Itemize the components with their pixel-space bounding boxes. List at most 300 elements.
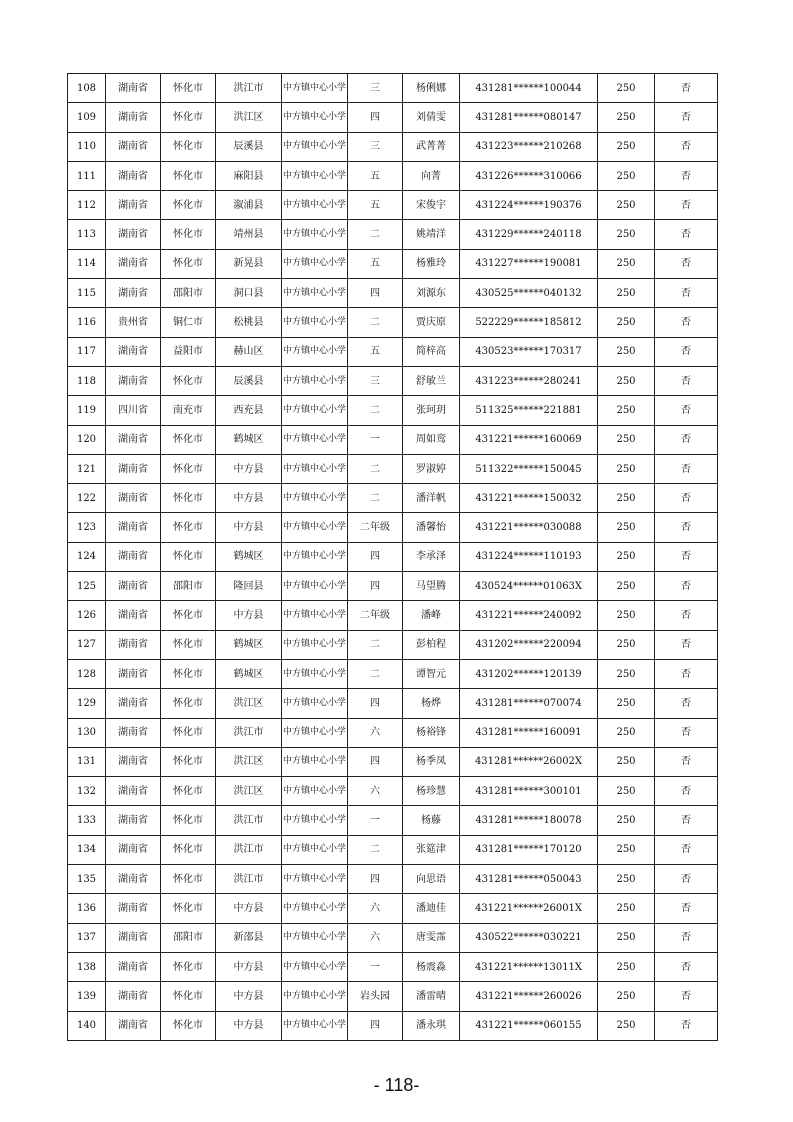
row-number-cell: 124: [68, 542, 106, 571]
amount-cell: 250: [598, 454, 655, 483]
grade-cell: 二: [348, 659, 403, 688]
row-number-cell: 132: [68, 777, 106, 806]
province-cell: 湖南省: [106, 835, 161, 864]
id-number-cell: 431221******060155: [460, 1011, 598, 1040]
amount-cell: 250: [598, 542, 655, 571]
student-name-cell: 谭智元: [403, 659, 460, 688]
id-number-cell: 431281******070074: [460, 689, 598, 718]
amount-cell: 250: [598, 952, 655, 981]
amount-cell: 250: [598, 425, 655, 454]
student-name-cell: 杨雅玲: [403, 249, 460, 278]
city-cell: 怀化市: [161, 894, 216, 923]
school-cell: 中方镇中心小学: [282, 747, 348, 776]
school-cell: 中方镇中心小学: [282, 835, 348, 864]
amount-cell: 250: [598, 396, 655, 425]
student-name-cell: 杨俐娜: [403, 74, 460, 103]
school-cell: 中方镇中心小学: [282, 191, 348, 220]
grade-cell: 四: [348, 572, 403, 601]
table-row: [68, 337, 718, 366]
school-cell: 中方镇中心小学: [282, 220, 348, 249]
amount-cell: 250: [598, 366, 655, 395]
table-row: [68, 777, 718, 806]
table-row: [68, 572, 718, 601]
student-name-cell: 周如鸾: [403, 425, 460, 454]
amount-cell: 250: [598, 659, 655, 688]
city-cell: 怀化市: [161, 249, 216, 278]
province-cell: 湖南省: [106, 689, 161, 718]
amount-cell: 250: [598, 74, 655, 103]
county-cell: 洪江市: [216, 718, 282, 747]
province-cell: 四川省: [106, 396, 161, 425]
county-cell: 鹤城区: [216, 659, 282, 688]
student-name-cell: 贾庆原: [403, 308, 460, 337]
county-cell: 西充县: [216, 396, 282, 425]
amount-cell: 250: [598, 630, 655, 659]
county-cell: 洪江市: [216, 865, 282, 894]
flag-cell: 否: [655, 396, 718, 425]
id-number-cell: 431281******26002X: [460, 747, 598, 776]
row-number-cell: 128: [68, 659, 106, 688]
province-cell: 湖南省: [106, 484, 161, 513]
id-number-cell: 430523******170317: [460, 337, 598, 366]
grade-cell: 二年级: [348, 513, 403, 542]
county-cell: 中方县: [216, 454, 282, 483]
grade-cell: 三: [348, 132, 403, 161]
grade-cell: 二: [348, 220, 403, 249]
city-cell: 怀化市: [161, 835, 216, 864]
row-number-cell: 109: [68, 103, 106, 132]
county-cell: 鹤城区: [216, 630, 282, 659]
grade-cell: 三: [348, 366, 403, 395]
table-row: [68, 894, 718, 923]
province-cell: 湖南省: [106, 747, 161, 776]
grade-cell: 六: [348, 894, 403, 923]
id-number-cell: 431281******300101: [460, 777, 598, 806]
city-cell: 怀化市: [161, 630, 216, 659]
province-cell: 湖南省: [106, 923, 161, 952]
county-cell: 洪江市: [216, 806, 282, 835]
province-cell: 湖南省: [106, 777, 161, 806]
id-number-cell: 431227******190081: [460, 249, 598, 278]
table-row: [68, 689, 718, 718]
amount-cell: 250: [598, 835, 655, 864]
table-row: [68, 308, 718, 337]
amount-cell: 250: [598, 161, 655, 190]
id-number-cell: 431202******220094: [460, 630, 598, 659]
student-name-cell: 武菁菁: [403, 132, 460, 161]
flag-cell: 否: [655, 659, 718, 688]
table-row: [68, 659, 718, 688]
province-cell: 湖南省: [106, 952, 161, 981]
row-number-cell: 138: [68, 952, 106, 981]
grade-cell: 四: [348, 542, 403, 571]
city-cell: 怀化市: [161, 542, 216, 571]
flag-cell: 否: [655, 191, 718, 220]
row-number-cell: 136: [68, 894, 106, 923]
amount-cell: 250: [598, 572, 655, 601]
province-cell: 贵州省: [106, 308, 161, 337]
flag-cell: 否: [655, 542, 718, 571]
city-cell: 南充市: [161, 396, 216, 425]
row-number-cell: 123: [68, 513, 106, 542]
amount-cell: 250: [598, 279, 655, 308]
school-cell: 中方镇中心小学: [282, 542, 348, 571]
id-number-cell: 431202******120139: [460, 659, 598, 688]
county-cell: 中方县: [216, 1011, 282, 1040]
school-cell: 中方镇中心小学: [282, 161, 348, 190]
row-number-cell: 139: [68, 982, 106, 1011]
city-cell: 怀化市: [161, 220, 216, 249]
grade-cell: 二年级: [348, 601, 403, 630]
province-cell: 湖南省: [106, 74, 161, 103]
flag-cell: 否: [655, 103, 718, 132]
county-cell: 鹤城区: [216, 542, 282, 571]
province-cell: 湖南省: [106, 572, 161, 601]
province-cell: 湖南省: [106, 454, 161, 483]
amount-cell: 250: [598, 689, 655, 718]
table-row: [68, 132, 718, 161]
province-cell: 湖南省: [106, 337, 161, 366]
amount-cell: 250: [598, 923, 655, 952]
table-row: [68, 396, 718, 425]
city-cell: 怀化市: [161, 513, 216, 542]
flag-cell: 否: [655, 74, 718, 103]
province-cell: 湖南省: [106, 191, 161, 220]
grade-cell: 二: [348, 396, 403, 425]
student-name-cell: 刘源东: [403, 279, 460, 308]
school-cell: 中方镇中心小学: [282, 806, 348, 835]
flag-cell: 否: [655, 630, 718, 659]
county-cell: 新晃县: [216, 249, 282, 278]
table-body: [68, 74, 718, 1041]
school-cell: 中方镇中心小学: [282, 865, 348, 894]
amount-cell: 250: [598, 103, 655, 132]
school-cell: 中方镇中心小学: [282, 308, 348, 337]
county-cell: 洪江区: [216, 103, 282, 132]
row-number-cell: 121: [68, 454, 106, 483]
row-number-cell: 108: [68, 74, 106, 103]
city-cell: 怀化市: [161, 747, 216, 776]
province-cell: 湖南省: [106, 425, 161, 454]
city-cell: 怀化市: [161, 366, 216, 395]
county-cell: 赫山区: [216, 337, 282, 366]
flag-cell: 否: [655, 366, 718, 395]
student-name-cell: 向菁: [403, 161, 460, 190]
student-name-cell: 杨裕锋: [403, 718, 460, 747]
student-name-cell: 李承泽: [403, 542, 460, 571]
grade-cell: 四: [348, 103, 403, 132]
city-cell: 怀化市: [161, 777, 216, 806]
province-cell: 湖南省: [106, 220, 161, 249]
id-number-cell: 431224******110193: [460, 542, 598, 571]
amount-cell: 250: [598, 982, 655, 1011]
grade-cell: 二: [348, 308, 403, 337]
amount-cell: 250: [598, 220, 655, 249]
province-cell: 湖南省: [106, 659, 161, 688]
student-name-cell: 简梓高: [403, 337, 460, 366]
row-number-cell: 114: [68, 249, 106, 278]
county-cell: 中方县: [216, 601, 282, 630]
grade-cell: 二: [348, 484, 403, 513]
province-cell: 湖南省: [106, 982, 161, 1011]
id-number-cell: 522229******185812: [460, 308, 598, 337]
flag-cell: 否: [655, 220, 718, 249]
id-number-cell: 431221******260026: [460, 982, 598, 1011]
province-cell: 湖南省: [106, 865, 161, 894]
id-number-cell: 431223******280241: [460, 366, 598, 395]
student-name-cell: 向思语: [403, 865, 460, 894]
flag-cell: 否: [655, 454, 718, 483]
student-name-cell: 彭柏程: [403, 630, 460, 659]
table-row: [68, 74, 718, 103]
grade-cell: 二: [348, 630, 403, 659]
flag-cell: 否: [655, 835, 718, 864]
school-cell: 中方镇中心小学: [282, 425, 348, 454]
student-subsidy-table: [67, 73, 718, 1041]
grade-cell: 二: [348, 835, 403, 864]
school-cell: 中方镇中心小学: [282, 718, 348, 747]
grade-cell: 四: [348, 689, 403, 718]
amount-cell: 250: [598, 337, 655, 366]
city-cell: 怀化市: [161, 454, 216, 483]
grade-cell: 一: [348, 806, 403, 835]
school-cell: 中方镇中心小学: [282, 279, 348, 308]
table-row: [68, 982, 718, 1011]
county-cell: 中方县: [216, 952, 282, 981]
grade-cell: 五: [348, 337, 403, 366]
table-row: [68, 161, 718, 190]
grade-cell: 六: [348, 718, 403, 747]
province-cell: 湖南省: [106, 894, 161, 923]
amount-cell: 250: [598, 308, 655, 337]
school-cell: 中方镇中心小学: [282, 484, 348, 513]
school-cell: 中方镇中心小学: [282, 366, 348, 395]
row-number-cell: 130: [68, 718, 106, 747]
id-number-cell: 431281******160091: [460, 718, 598, 747]
city-cell: 怀化市: [161, 601, 216, 630]
row-number-cell: 111: [68, 161, 106, 190]
school-cell: 中方镇中心小学: [282, 601, 348, 630]
grade-cell: 岩头园: [348, 982, 403, 1011]
county-cell: 洪江市: [216, 74, 282, 103]
city-cell: 邵阳市: [161, 572, 216, 601]
flag-cell: 否: [655, 249, 718, 278]
student-name-cell: 宋俊宇: [403, 191, 460, 220]
row-number-cell: 113: [68, 220, 106, 249]
table-row: [68, 366, 718, 395]
student-name-cell: 杨藤: [403, 806, 460, 835]
school-cell: 中方镇中心小学: [282, 513, 348, 542]
amount-cell: 250: [598, 718, 655, 747]
city-cell: 怀化市: [161, 865, 216, 894]
amount-cell: 250: [598, 747, 655, 776]
province-cell: 湖南省: [106, 630, 161, 659]
table-row: [68, 865, 718, 894]
flag-cell: 否: [655, 982, 718, 1011]
id-number-cell: 430522******030221: [460, 923, 598, 952]
flag-cell: 否: [655, 718, 718, 747]
province-cell: 湖南省: [106, 132, 161, 161]
student-name-cell: 潘洋帆: [403, 484, 460, 513]
id-number-cell: 431221******13011X: [460, 952, 598, 981]
table-row: [68, 1011, 718, 1040]
row-number-cell: 117: [68, 337, 106, 366]
student-name-cell: 杨季凤: [403, 747, 460, 776]
city-cell: 怀化市: [161, 74, 216, 103]
city-cell: 邵阳市: [161, 923, 216, 952]
page-number: - 118-: [373, 1075, 420, 1095]
row-number-cell: 118: [68, 366, 106, 395]
id-number-cell: 431281******080147: [460, 103, 598, 132]
county-cell: 洪江区: [216, 777, 282, 806]
flag-cell: 否: [655, 806, 718, 835]
flag-cell: 否: [655, 923, 718, 952]
flag-cell: 否: [655, 1011, 718, 1040]
city-cell: 怀化市: [161, 103, 216, 132]
county-cell: 中方县: [216, 894, 282, 923]
flag-cell: 否: [655, 161, 718, 190]
grade-cell: 三: [348, 74, 403, 103]
row-number-cell: 122: [68, 484, 106, 513]
flag-cell: 否: [655, 689, 718, 718]
student-name-cell: 唐雯霈: [403, 923, 460, 952]
student-name-cell: 罗淑婷: [403, 454, 460, 483]
id-number-cell: 431281******170120: [460, 835, 598, 864]
flag-cell: 否: [655, 777, 718, 806]
city-cell: 怀化市: [161, 425, 216, 454]
province-cell: 湖南省: [106, 279, 161, 308]
id-number-cell: 431221******240092: [460, 601, 598, 630]
amount-cell: 250: [598, 865, 655, 894]
grade-cell: 四: [348, 865, 403, 894]
flag-cell: 否: [655, 601, 718, 630]
flag-cell: 否: [655, 747, 718, 776]
row-number-cell: 131: [68, 747, 106, 776]
student-name-cell: 姚靖洋: [403, 220, 460, 249]
county-cell: 靖州县: [216, 220, 282, 249]
id-number-cell: 431223******210268: [460, 132, 598, 161]
table-row: [68, 630, 718, 659]
school-cell: 中方镇中心小学: [282, 572, 348, 601]
table-row: [68, 923, 718, 952]
county-cell: 鹤城区: [216, 425, 282, 454]
grade-cell: 六: [348, 923, 403, 952]
grade-cell: 一: [348, 952, 403, 981]
row-number-cell: 133: [68, 806, 106, 835]
table-row: [68, 952, 718, 981]
student-name-cell: 杨震淼: [403, 952, 460, 981]
amount-cell: 250: [598, 191, 655, 220]
county-cell: 松桃县: [216, 308, 282, 337]
flag-cell: 否: [655, 279, 718, 308]
id-number-cell: 431281******180078: [460, 806, 598, 835]
flag-cell: 否: [655, 572, 718, 601]
flag-cell: 否: [655, 425, 718, 454]
province-cell: 湖南省: [106, 1011, 161, 1040]
student-name-cell: 张筵津: [403, 835, 460, 864]
student-name-cell: 潘迪佳: [403, 894, 460, 923]
city-cell: 怀化市: [161, 806, 216, 835]
school-cell: 中方镇中心小学: [282, 103, 348, 132]
grade-cell: 四: [348, 1011, 403, 1040]
school-cell: 中方镇中心小学: [282, 132, 348, 161]
table-row: [68, 601, 718, 630]
id-number-cell: 431229******240118: [460, 220, 598, 249]
school-cell: 中方镇中心小学: [282, 74, 348, 103]
row-number-cell: 137: [68, 923, 106, 952]
table-row: [68, 835, 718, 864]
flag-cell: 否: [655, 865, 718, 894]
school-cell: 中方镇中心小学: [282, 952, 348, 981]
row-number-cell: 125: [68, 572, 106, 601]
amount-cell: 250: [598, 249, 655, 278]
id-number-cell: 431221******030088: [460, 513, 598, 542]
city-cell: 怀化市: [161, 1011, 216, 1040]
row-number-cell: 116: [68, 308, 106, 337]
city-cell: 怀化市: [161, 689, 216, 718]
id-number-cell: 431221******26001X: [460, 894, 598, 923]
amount-cell: 250: [598, 806, 655, 835]
city-cell: 怀化市: [161, 982, 216, 1011]
grade-cell: 五: [348, 249, 403, 278]
id-number-cell: 431226******310066: [460, 161, 598, 190]
school-cell: 中方镇中心小学: [282, 396, 348, 425]
row-number-cell: 134: [68, 835, 106, 864]
row-number-cell: 127: [68, 630, 106, 659]
county-cell: 洪江区: [216, 747, 282, 776]
grade-cell: 二: [348, 454, 403, 483]
id-number-cell: 431221******160069: [460, 425, 598, 454]
flag-cell: 否: [655, 337, 718, 366]
county-cell: 中方县: [216, 513, 282, 542]
student-name-cell: 张珂玥: [403, 396, 460, 425]
city-cell: 怀化市: [161, 659, 216, 688]
table-row: [68, 542, 718, 571]
flag-cell: 否: [655, 132, 718, 161]
school-cell: 中方镇中心小学: [282, 659, 348, 688]
province-cell: 湖南省: [106, 103, 161, 132]
flag-cell: 否: [655, 308, 718, 337]
city-cell: 怀化市: [161, 132, 216, 161]
student-name-cell: 刘倩雯: [403, 103, 460, 132]
school-cell: 中方镇中心小学: [282, 982, 348, 1011]
table-row: [68, 191, 718, 220]
student-name-cell: 潘馨怡: [403, 513, 460, 542]
province-cell: 湖南省: [106, 806, 161, 835]
city-cell: 怀化市: [161, 952, 216, 981]
school-cell: 中方镇中心小学: [282, 689, 348, 718]
province-cell: 湖南省: [106, 601, 161, 630]
flag-cell: 否: [655, 513, 718, 542]
county-cell: 麻阳县: [216, 161, 282, 190]
grade-cell: 五: [348, 161, 403, 190]
student-name-cell: 舒敏兰: [403, 366, 460, 395]
row-number-cell: 112: [68, 191, 106, 220]
city-cell: 怀化市: [161, 484, 216, 513]
county-cell: 中方县: [216, 982, 282, 1011]
province-cell: 湖南省: [106, 366, 161, 395]
school-cell: 中方镇中心小学: [282, 454, 348, 483]
id-number-cell: 511325******221881: [460, 396, 598, 425]
city-cell: 邵阳市: [161, 279, 216, 308]
grade-cell: 四: [348, 747, 403, 776]
city-cell: 怀化市: [161, 718, 216, 747]
amount-cell: 250: [598, 1011, 655, 1040]
amount-cell: 250: [598, 484, 655, 513]
table-row: [68, 513, 718, 542]
id-number-cell: 431224******190376: [460, 191, 598, 220]
city-cell: 铜仁市: [161, 308, 216, 337]
